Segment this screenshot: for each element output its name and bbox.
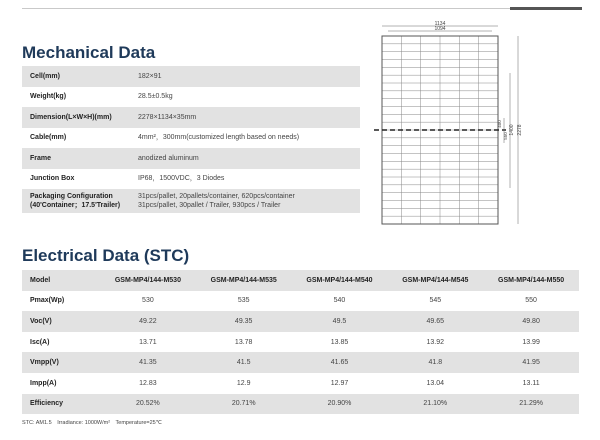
cell: 12.83	[139, 379, 157, 387]
panel-dimension-drawing	[370, 18, 570, 228]
footnote-irradiance: Irradiance: 1000W/m²	[57, 420, 111, 426]
table-row	[22, 169, 360, 190]
row-value: 28.5±0.5kg	[138, 93, 173, 101]
table-row	[22, 87, 360, 108]
table-row	[22, 128, 360, 149]
table-row	[22, 311, 579, 332]
header-cell: GSM-MP4/144-M540	[292, 270, 388, 291]
cell: 13.04	[426, 379, 445, 387]
row-label: Dimension(L×W×H)(mm)	[22, 107, 130, 128]
packaging-label-line2: (40'Container；17.5'Trailer)	[30, 202, 121, 209]
table-row	[22, 332, 579, 353]
table-row	[22, 107, 360, 128]
stc-footnote	[22, 420, 166, 426]
mechanical-data-table	[22, 66, 360, 213]
row-value: 4mm²，300mm(customized length based on needs)	[138, 134, 300, 142]
cell: 13.71	[139, 338, 157, 346]
row-value: 2278×1134×35mm	[130, 107, 360, 128]
row-label: Weight(kg)	[30, 93, 67, 101]
cell: 545	[429, 297, 442, 305]
cell: 20.71%	[196, 394, 292, 415]
cell: 41.5	[196, 352, 292, 373]
row-value: 182×91	[130, 66, 360, 87]
table-row	[22, 189, 360, 213]
cell: 49.5	[292, 311, 388, 332]
electrical-data-title: Electrical Data (STC)	[22, 246, 190, 265]
packaging-value-line2: 31pcs/pallet, 30pallet / Trailer, 930pcs / Trailer	[138, 202, 281, 209]
row-label: Impp(A)	[30, 379, 57, 387]
cell: 13.92	[426, 338, 445, 346]
cell: 12.97	[330, 379, 349, 387]
cell: 41.65	[292, 352, 388, 373]
header-accent-bar	[510, 7, 582, 10]
cell: 20.90%	[292, 394, 388, 415]
row-value: anodized aluminum	[130, 148, 360, 169]
table-row	[22, 148, 360, 169]
table-row	[22, 66, 360, 87]
table-row	[22, 291, 579, 312]
row-label: Voc(V)	[22, 311, 100, 332]
cell: 530	[142, 297, 154, 305]
mount-b-label: 550	[503, 132, 508, 140]
header-cell: GSM-MP4/144-M530	[100, 270, 196, 291]
cell: 20.52%	[100, 394, 196, 415]
footnote-temperature: Temperature=25℃	[115, 420, 162, 426]
cell: 49.35	[196, 311, 292, 332]
header-cell: Model	[22, 270, 100, 291]
cell: 13.78	[234, 338, 253, 346]
row-label: Frame	[22, 148, 130, 169]
height-inner-label: 1400	[509, 124, 515, 136]
electrical-data-table	[22, 270, 579, 414]
cell: 13.99	[522, 338, 540, 346]
packaging-label	[22, 189, 130, 213]
packaging-value	[130, 189, 360, 213]
row-label: Isc(A)	[30, 338, 50, 346]
cell: 540	[333, 297, 346, 305]
table-header-row	[22, 270, 579, 291]
table-row	[22, 394, 579, 415]
width-outer-label: 1134	[434, 21, 446, 27]
row-value: IP68，1500VDC，3 Diodes	[138, 175, 225, 183]
packaging-label-line1: Packaging Configuration	[30, 193, 113, 200]
packaging-value-line1: 31pcs/pallet, 20pallets/container, 620pcs/container	[138, 193, 295, 200]
cell: 550	[525, 297, 537, 305]
header-cell: GSM-MP4/144-M550	[483, 270, 579, 291]
row-label: Cell(mm)	[22, 66, 130, 87]
cell: 49.80	[483, 311, 579, 332]
footnote-stc: STC: AM1.5	[22, 420, 52, 426]
cell: 21.29%	[483, 394, 579, 415]
row-label: Vmpp(V)	[22, 352, 100, 373]
cell: 13.11	[522, 379, 540, 387]
cell: 13.85	[330, 338, 349, 346]
row-label: Junction Box	[30, 175, 75, 183]
row-label: Pmax(Wp)	[30, 297, 65, 305]
cell: 49.65	[387, 311, 483, 332]
mount-a-label: 400	[497, 120, 502, 128]
cell: 535	[237, 297, 250, 305]
cell: 41.8	[387, 352, 483, 373]
row-label: Cable(mm)	[30, 134, 67, 142]
cell: 12.9	[236, 379, 251, 387]
row-label: Efficiency	[22, 394, 100, 415]
cell: 41.35	[100, 352, 196, 373]
table-row	[22, 373, 579, 394]
mechanical-data-title: Mechanical Data	[22, 43, 156, 62]
table-row	[22, 352, 579, 373]
cell: 49.22	[100, 311, 196, 332]
width-inner-label: 1094	[434, 26, 446, 32]
cell: 21.10%	[387, 394, 483, 415]
cell: 41.95	[483, 352, 579, 373]
header-cell: GSM-MP4/144-M545	[387, 270, 483, 291]
header-cell: GSM-MP4/144-M535	[196, 270, 292, 291]
header-rule	[22, 8, 582, 9]
height-outer-label: 2278	[517, 124, 523, 136]
